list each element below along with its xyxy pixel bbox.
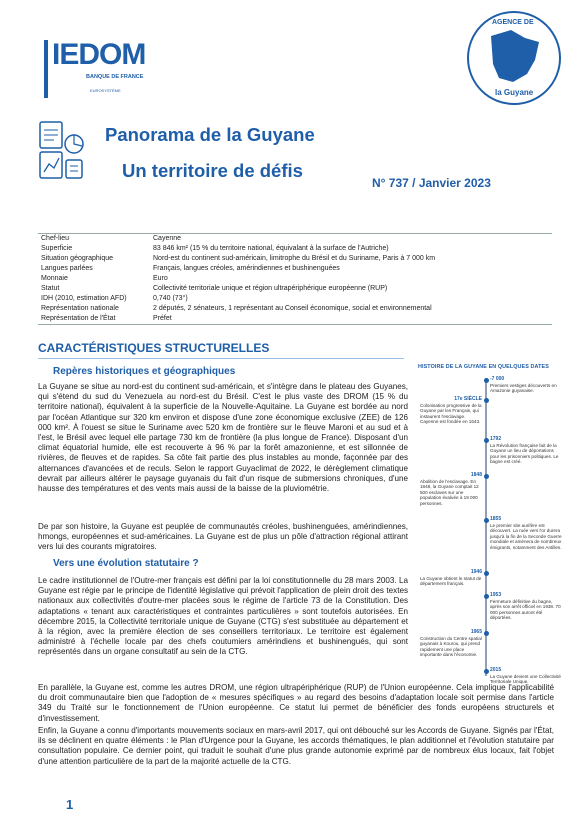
- timeline-year: 1965: [470, 629, 482, 635]
- iedom-logo: [38, 30, 168, 100]
- page-subtitle: Un territoire de défis: [122, 160, 303, 181]
- facts-row: [38, 274, 552, 284]
- facts-key: Statut: [41, 285, 60, 292]
- facts-value: Cayenne: [153, 235, 182, 242]
- timeline-dot: [484, 518, 489, 523]
- timeline-text: Abolition de l'esclavage. En 1848, la Guyane comptait 12 500 esclaves sur une population évaluée à 19 000 personnes.: [420, 478, 479, 506]
- facts-row: [38, 244, 552, 254]
- facts-key: Chef-lieu: [41, 235, 70, 242]
- paragraph-social-movements: Enfin, la Guyane a connu d'importants mouvements sociaux en mars-avril 2017, qui ont débouché sur les Accords de Guyane. Signés par l'État, ils se déclinent en quatre éléments : le Plan d'Urgence pour la Guyane, les accords thématiques, le plan additionnel et l'évolution statutaire par consultation populaire. Ce dernier point, qui traduit le souhait d'une plus grande autonomie exprimé par de nombreux élus locaux, fait l'objet d'une attention particulière de la part de la majorité actuelle de la CTG.: [38, 726, 554, 766]
- facts-value: 0,740 (73°): [153, 295, 188, 302]
- timeline-dot: [484, 438, 489, 443]
- issue-number: N° 737 / Janvier 2023: [372, 176, 491, 190]
- facts-key: Superficie: [41, 245, 73, 252]
- facts-value: Nord-est du continent sud-américain, limitrophe du Brésil et du Suriname, Paris à 7 000 km: [153, 255, 436, 262]
- report-icon: [36, 118, 86, 182]
- paragraph-geography: La Guyane se situe au nord-est du continent sud-américain, et s'intègre dans le plateau des Guyanes, qui s'étend du sud du Venezuela au nord-est du Brésil. C'est le plus vaste des DROM (15 % du territoire national), équivalent à la superficie de la Nouvelle-Aquitaine. La Guyane est bordée au nord par l'océan Atlantique sur 320 km environ et dispose d'une zone économique exclusive (ZEE) de 126 000 km². À l'ouest se situe le Suriname avec 520 km de frontière sur le fleuve Maroni et au sud et à l'est, le Brésil avec lequel elle partage 730 km de frontière (la plus longue de France). Disposant d'un climat équatorial humide, elle est recouverte à 96 % par la forêt amazonienne, et est sillonnée de rivières, de fleuves et de rapides. Sa côte fait partie des plus instables au monde, façonnée par des alternances d'avancées et de reculs. Selon le rapport Guyaclimat de 2022, le dérèglement climatique devrait par ailleurs altérer le paysage guyanais du fait d'un risque de submersions chroniques, d'une hausse des températures et des vents mais aussi de la baisse de la pluviométrie.: [38, 382, 408, 494]
- facts-row: [38, 264, 552, 274]
- section-divider: [38, 358, 404, 359]
- timeline-text: Colonisation progressive de la Guyane par les Français, qui instaurent l'esclavage. Cayenne est fondée en 1643.: [420, 402, 482, 425]
- paragraph-institutional: Le cadre institutionnel de l'Outre-mer français est défini par la loi constitutionnelle du 28 mars 2003. La Guyane est régie par le principe de l'identité législative qui prévoit l'application de plein droit des textes nationaux aux collectivités d'outre-mer placées sous le régime de l'article 73 de la Constitution. Des adaptations « tenant aux caractéristiques et contraintes particulières » sont toutefois autorisées. En décembre 2015, la Collectivité territoriale unique de Guyane (CTG) s'est substituée au département et à la région, avec la première élection de ses conseillers territoriaux. Le territoire est également administré à l'échelle locale par des chefs coutumiers amérindiens et bushinengués, qui sont représentés dans un organe consultatif au sein de la CTG.: [38, 576, 408, 657]
- facts-key: IDH (2010, estimation AFD): [41, 295, 127, 302]
- timeline-dot: [484, 474, 489, 479]
- paragraph-population: De par son histoire, la Guyane est peuplée de communautés créoles, bushinenguées, amérindiennes, hmongs, européennes et sud-américaines. La Guyane est de plus un pôle d'attraction régional attirant vers lui des courants migratoires.: [38, 522, 408, 552]
- timeline-year: 1953: [490, 592, 502, 598]
- facts-key: Monnaie: [41, 275, 68, 282]
- timeline-year: -7 000: [490, 376, 505, 382]
- facts-row: [38, 234, 552, 244]
- paragraph-rup: En parallèle, la Guyane est, comme les autres DROM, une région ultrapériphérique (RUP) de l'Union européenne. Cela implique l'applicabilité du droit communautaire bien que l'adoption de « mesures spécifiques » au regard des besoins d'adaptation locale soit permise dans l'article 349 du Traité sur le fonctionnement de l'Union européenne. Ce statut lui permet de bénéficier des fonds européens structurels et d'investissement.: [38, 683, 554, 723]
- agency-line2: la Guyane: [495, 88, 534, 97]
- facts-value: 83 846 km² (15 % du territoire national, équivalant à la surface de l'Autriche): [153, 245, 389, 252]
- page-title: Panorama de la Guyane: [105, 124, 315, 145]
- timeline-text: La Guyane devient une Collectivité Territoriale Unique.: [490, 673, 561, 685]
- facts-key: Représentation de l'État: [41, 315, 116, 322]
- timeline-event: [420, 397, 482, 425]
- timeline-year: 2015: [490, 667, 502, 673]
- timeline-event: [490, 517, 562, 551]
- timeline-year: 1946: [470, 569, 482, 575]
- facts-key: Situation géographique: [41, 255, 114, 262]
- facts-value: Collectivité territoriale unique et région ultrapériphérique européenne (RUP): [153, 285, 388, 292]
- logo-sub-eurosysteme: EUROSYSTÈME: [90, 88, 121, 93]
- timeline-dot: [484, 571, 489, 576]
- facts-row: [38, 284, 552, 294]
- timeline-title: HISTOIRE DE LA GUYANE EN QUELQUES DATES: [418, 364, 549, 370]
- facts-row: [38, 304, 552, 314]
- timeline-dot: [484, 669, 489, 674]
- facts-row: [38, 314, 552, 324]
- timeline-text: La Révolution française fait de la Guyane un lieu de déportations pour les prisonniers politiques. Le bagne est créé.: [490, 442, 559, 465]
- facts-value: 2 députés, 2 sénateurs, 1 représentant au Conseil économique, social et environnemental: [153, 305, 432, 312]
- timeline-event: [420, 473, 482, 507]
- timeline-text: Premiers vestiges découverts en Amazonie guyanaise.: [490, 382, 557, 394]
- timeline-dot: [484, 398, 489, 403]
- timeline-text: Le premier site aurifère est découvert. La ruée vers l'or durera jusqu'à la fin de la Seconde Guerre mondiale et amènera de nombreux émigrants, notamment des Antilles.: [490, 522, 562, 550]
- facts-key: Représentation nationale: [41, 305, 119, 312]
- agency-logo: [455, 8, 573, 108]
- facts-value: Euro: [153, 275, 168, 282]
- facts-key: Langues parlées: [41, 265, 93, 272]
- timeline-dot: [484, 631, 489, 636]
- subsection-title-status: Vers une évolution statutaire ?: [53, 558, 199, 569]
- timeline-event: [490, 593, 562, 621]
- timeline-event: [420, 570, 482, 587]
- timeline-event: [490, 437, 562, 465]
- timeline-text: La Guyane obtient le statut de département français.: [420, 575, 482, 587]
- timeline-event: [490, 377, 562, 394]
- section-title: CARACTÉRISTIQUES STRUCTURELLES: [38, 341, 270, 355]
- facts-value: Préfet: [153, 315, 172, 322]
- subsection-title-history: Repères historiques et géographiques: [53, 366, 236, 377]
- timeline-event: [490, 668, 562, 685]
- facts-row: [38, 294, 552, 304]
- timeline-year: 17e SIÈCLE: [454, 396, 482, 402]
- timeline-year: 1792: [490, 436, 502, 442]
- timeline-event: [420, 630, 482, 658]
- timeline-dot: [484, 378, 489, 383]
- timeline-dot: [484, 594, 489, 599]
- facts-value: Français, langues créoles, amérindiennes et bushinenguées: [153, 265, 340, 272]
- agency-line1: AGENCE DE: [492, 19, 534, 26]
- timeline-year: 1848: [470, 472, 482, 478]
- facts-table: [38, 233, 552, 325]
- facts-row: [38, 254, 552, 264]
- timeline-text: Fermeture définitive du bagne, après son arrêt officiel en 1938. 70 000 personnes auront été déportées.: [490, 598, 561, 621]
- timeline-text: Construction du Centre spatial guyanais à Kourou, qui prend rapidement une place importante dans l'économie.: [420, 635, 482, 658]
- page-number: 1: [66, 797, 74, 812]
- timeline-year: 1855: [490, 516, 502, 522]
- logo-bar: [44, 40, 48, 98]
- logo-sub-banque: BANQUE DE FRANCE: [86, 74, 144, 80]
- logo-brand-text: IEDOM: [52, 38, 146, 71]
